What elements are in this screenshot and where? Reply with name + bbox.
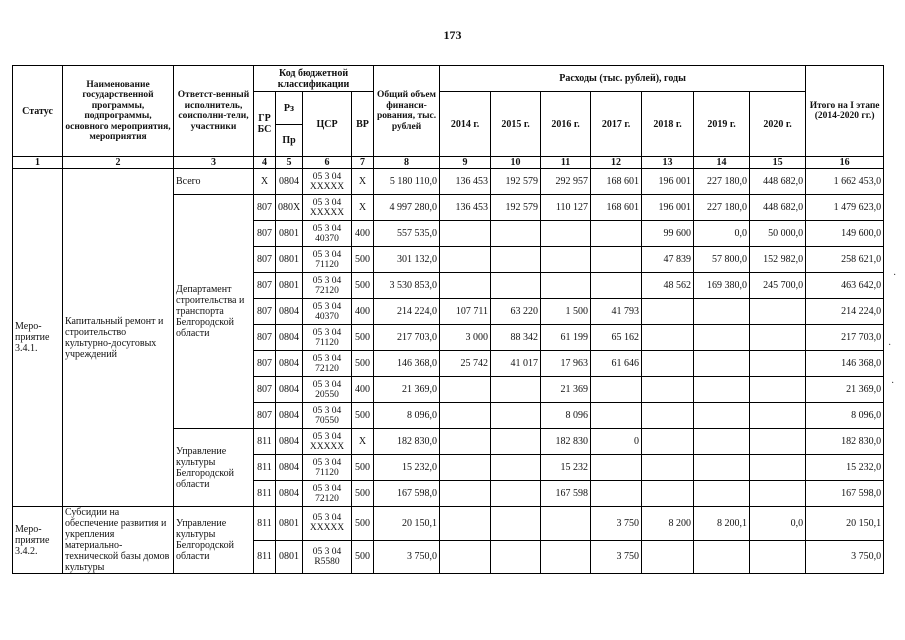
cell-2015: 192 579: [491, 195, 541, 221]
cell-2016: 8 096: [541, 403, 591, 429]
cell-2016: 61 199: [541, 325, 591, 351]
cell-vr: 500: [352, 403, 374, 429]
cell-grbs: 811: [254, 481, 276, 507]
cell-grbs: Х: [254, 169, 276, 195]
cell-csr: 05 3 04 ХХХХХ: [303, 195, 352, 221]
cell-stage-total: 15 232,0: [806, 455, 884, 481]
cell-2016: [541, 221, 591, 247]
cell-2019: [694, 455, 750, 481]
executor-cell: Управление культуры Белгородской области: [174, 507, 254, 574]
cell-rzpr: 0801: [276, 221, 303, 247]
col-index: 16: [806, 157, 884, 169]
cell-vr: 500: [352, 507, 374, 541]
header-name: Наименование государственной программы, подпрограммы, основного мероприятия, мероприятия: [63, 66, 174, 157]
cell-2015: [491, 403, 541, 429]
header-year-2018: 2018 г.: [642, 92, 694, 157]
executor-cell: Департамент строительства и транспорта Белгородской области: [174, 195, 254, 429]
page-number: 173: [443, 28, 462, 42]
cell-2020: 152 982,0: [750, 247, 806, 273]
col-index: 9: [440, 157, 491, 169]
cell-2017: [591, 377, 642, 403]
cell-csr: 05 3 04 ХХХХХ: [303, 169, 352, 195]
cell-vr: 500: [352, 540, 374, 574]
cell-2018: [642, 455, 694, 481]
col-index: 12: [591, 157, 642, 169]
header-stage-total: Итого на I этапе (2014-2020 гг.): [806, 66, 884, 157]
cell-2014: [440, 507, 491, 541]
cell-total: 21 369,0: [374, 377, 440, 403]
cell-grbs: 807: [254, 195, 276, 221]
cell-2018: [642, 377, 694, 403]
cell-vr: Х: [352, 429, 374, 455]
cell-grbs: 811: [254, 507, 276, 541]
executor-cell: Управление культуры Белгородской области: [174, 429, 254, 507]
cell-vr: 500: [352, 247, 374, 273]
col-index: 13: [642, 157, 694, 169]
cell-2016: [541, 273, 591, 299]
cell-2018: 47 839: [642, 247, 694, 273]
cell-2018: 99 600: [642, 221, 694, 247]
col-index: 11: [541, 157, 591, 169]
cell-2020: 448 682,0: [750, 195, 806, 221]
cell-stage-total: 463 642,0: [806, 273, 884, 299]
col-index: 4: [254, 157, 276, 169]
cell-2015: [491, 540, 541, 574]
cell-2014: [440, 481, 491, 507]
cell-vr: 500: [352, 481, 374, 507]
cell-vr: 500: [352, 273, 374, 299]
budget-table: [12, 65, 884, 574]
cell-total: 4 997 280,0: [374, 195, 440, 221]
cell-csr: 05 3 04 72120: [303, 273, 352, 299]
cell-csr: 05 3 04 71120: [303, 247, 352, 273]
cell-rzpr: 0804: [276, 403, 303, 429]
cell-2018: [642, 481, 694, 507]
cell-total: 20 150,1: [374, 507, 440, 541]
cell-csr: 05 3 04 40370: [303, 221, 352, 247]
cell-2017: 65 162: [591, 325, 642, 351]
cell-2014: [440, 273, 491, 299]
cell-2014: [440, 247, 491, 273]
cell-vr: 500: [352, 351, 374, 377]
cell-2016: 292 957: [541, 169, 591, 195]
cell-2018: [642, 403, 694, 429]
cell-2020: [750, 481, 806, 507]
cell-2016: 110 127: [541, 195, 591, 221]
cell-2014: [440, 540, 491, 574]
status-cell: Меро-приятие 3.4.2.: [13, 507, 63, 574]
cell-stage-total: 149 600,0: [806, 221, 884, 247]
cell-stage-total: 167 598,0: [806, 481, 884, 507]
cell-total: 301 132,0: [374, 247, 440, 273]
cell-2017: [591, 481, 642, 507]
executor-cell: Всего: [174, 169, 254, 195]
cell-2017: 168 601: [591, 169, 642, 195]
cell-stage-total: 182 830,0: [806, 429, 884, 455]
cell-2020: [750, 325, 806, 351]
cell-stage-total: 217 703,0: [806, 325, 884, 351]
cell-2020: [750, 377, 806, 403]
cell-2019: 57 800,0: [694, 247, 750, 273]
cell-2017: 168 601: [591, 195, 642, 221]
cell-2018: [642, 299, 694, 325]
col-index: 2: [63, 157, 174, 169]
cell-2015: [491, 247, 541, 273]
cell-2015: [491, 481, 541, 507]
cell-2018: [642, 429, 694, 455]
cell-rzpr: 0804: [276, 481, 303, 507]
cell-2020: 245 700,0: [750, 273, 806, 299]
margin-mark: ·: [893, 270, 897, 281]
cell-csr: 05 3 04 70550: [303, 403, 352, 429]
cell-2014: [440, 221, 491, 247]
cell-2020: [750, 540, 806, 574]
cell-stage-total: 21 369,0: [806, 377, 884, 403]
header-year-2014: 2014 г.: [440, 92, 491, 157]
cell-2020: 448 682,0: [750, 169, 806, 195]
col-index: 15: [750, 157, 806, 169]
cell-rzpr: 0804: [276, 351, 303, 377]
cell-csr: 05 3 04 20550: [303, 377, 352, 403]
cell-2014: 107 711: [440, 299, 491, 325]
cell-rzpr: 080Х: [276, 195, 303, 221]
header-status: Статус: [13, 66, 63, 157]
cell-grbs: 807: [254, 351, 276, 377]
margin-mark: ·: [888, 340, 892, 351]
cell-2018: [642, 351, 694, 377]
cell-2019: [694, 403, 750, 429]
cell-2016: 17 963: [541, 351, 591, 377]
cell-2015: 63 220: [491, 299, 541, 325]
cell-2015: [491, 273, 541, 299]
cell-csr: 05 3 04 40370: [303, 299, 352, 325]
cell-2015: 88 342: [491, 325, 541, 351]
cell-2015: [491, 221, 541, 247]
cell-rzpr: 0804: [276, 299, 303, 325]
col-index: 7: [352, 157, 374, 169]
cell-stage-total: 1 479 623,0: [806, 195, 884, 221]
cell-csr: 05 3 04 ХХХХХ: [303, 507, 352, 541]
cell-2017: 61 646: [591, 351, 642, 377]
cell-stage-total: 3 750,0: [806, 540, 884, 574]
cell-2019: 227 180,0: [694, 195, 750, 221]
cell-2015: [491, 377, 541, 403]
cell-2016: 15 232: [541, 455, 591, 481]
cell-grbs: 807: [254, 299, 276, 325]
cell-2016: [541, 540, 591, 574]
table-row: [13, 169, 884, 195]
cell-grbs: 811: [254, 540, 276, 574]
cell-vr: 400: [352, 377, 374, 403]
cell-2014: [440, 377, 491, 403]
header-vr: ВР: [352, 92, 374, 157]
cell-2017: 3 750: [591, 507, 642, 541]
cell-rzpr: 0804: [276, 169, 303, 195]
cell-2018: [642, 325, 694, 351]
cell-stage-total: 20 150,1: [806, 507, 884, 541]
cell-2017: 0: [591, 429, 642, 455]
cell-2019: [694, 481, 750, 507]
cell-2019: [694, 299, 750, 325]
header-csr: ЦСР: [303, 92, 352, 157]
cell-rzpr: 0804: [276, 325, 303, 351]
col-index: 5: [276, 157, 303, 169]
cell-total: 3 750,0: [374, 540, 440, 574]
col-index: 6: [303, 157, 352, 169]
cell-vr: 400: [352, 299, 374, 325]
header-executor: Ответст-венный исполнитель, соисполни-тели, участники: [174, 66, 254, 157]
cell-2019: 169 380,0: [694, 273, 750, 299]
cell-total: 5 180 110,0: [374, 169, 440, 195]
cell-2020: [750, 351, 806, 377]
cell-2019: 227 180,0: [694, 169, 750, 195]
cell-2015: 192 579: [491, 169, 541, 195]
cell-total: 3 530 853,0: [374, 273, 440, 299]
header-rz: Рз: [276, 92, 303, 125]
cell-rzpr: 0804: [276, 429, 303, 455]
margin-mark: ·: [891, 378, 895, 389]
cell-2020: 50 000,0: [750, 221, 806, 247]
cell-rzpr: 0801: [276, 507, 303, 541]
cell-grbs: 811: [254, 429, 276, 455]
event-name-cell: Субсидии на обеспечение развития и укрепления материально-технической базы домов культуры: [63, 507, 174, 574]
cell-grbs: 807: [254, 377, 276, 403]
header-year-2019: 2019 г.: [694, 92, 750, 157]
header-year-2015: 2015 г.: [491, 92, 541, 157]
cell-2016: 182 830: [541, 429, 591, 455]
cell-grbs: 807: [254, 273, 276, 299]
cell-csr: 05 3 04 ХХХХХ: [303, 429, 352, 455]
cell-grbs: 811: [254, 455, 276, 481]
cell-total: 146 368,0: [374, 351, 440, 377]
cell-2015: [491, 507, 541, 541]
cell-2020: 0,0: [750, 507, 806, 541]
cell-stage-total: 214 224,0: [806, 299, 884, 325]
cell-2014: [440, 403, 491, 429]
header-year-2016: 2016 г.: [541, 92, 591, 157]
cell-2019: [694, 429, 750, 455]
cell-2019: [694, 325, 750, 351]
cell-2016: [541, 247, 591, 273]
cell-vr: Х: [352, 195, 374, 221]
header-year-2020: 2020 г.: [750, 92, 806, 157]
cell-2017: 41 793: [591, 299, 642, 325]
cell-2016: [541, 507, 591, 541]
cell-2018: 196 001: [642, 169, 694, 195]
cell-2016: 167 598: [541, 481, 591, 507]
header-pr: Пр: [276, 125, 303, 157]
cell-2015: 41 017: [491, 351, 541, 377]
cell-total: 15 232,0: [374, 455, 440, 481]
cell-2019: 0,0: [694, 221, 750, 247]
header-year-2017: 2017 г.: [591, 92, 642, 157]
cell-total: 557 535,0: [374, 221, 440, 247]
cell-grbs: 807: [254, 247, 276, 273]
cell-2019: [694, 540, 750, 574]
cell-2016: 21 369: [541, 377, 591, 403]
cell-2017: 3 750: [591, 540, 642, 574]
cell-2014: 25 742: [440, 351, 491, 377]
cell-2019: [694, 351, 750, 377]
cell-rzpr: 0801: [276, 247, 303, 273]
cell-vr: 500: [352, 455, 374, 481]
cell-grbs: 807: [254, 325, 276, 351]
cell-2020: [750, 299, 806, 325]
cell-2018: 8 200: [642, 507, 694, 541]
cell-rzpr: 0801: [276, 540, 303, 574]
header-expenses: Расходы (тыс. рублей), годы: [440, 66, 806, 92]
event-name-cell: Капитальный ремонт и строительство культурно-досуговых учреждений: [63, 169, 174, 507]
cell-csr: 05 3 04 71120: [303, 325, 352, 351]
col-index: 14: [694, 157, 750, 169]
cell-total: 167 598,0: [374, 481, 440, 507]
cell-2020: [750, 403, 806, 429]
cell-2014: [440, 429, 491, 455]
cell-vr: 500: [352, 325, 374, 351]
cell-vr: Х: [352, 169, 374, 195]
cell-grbs: 807: [254, 221, 276, 247]
cell-2018: 196 001: [642, 195, 694, 221]
cell-2018: 48 562: [642, 273, 694, 299]
cell-2017: [591, 221, 642, 247]
cell-2014: 136 453: [440, 169, 491, 195]
cell-csr: 05 3 04 71120: [303, 455, 352, 481]
cell-total: 217 703,0: [374, 325, 440, 351]
col-index: 3: [174, 157, 254, 169]
cell-2017: [591, 455, 642, 481]
cell-rzpr: 0804: [276, 455, 303, 481]
cell-stage-total: 146 368,0: [806, 351, 884, 377]
cell-2017: [591, 273, 642, 299]
cell-2014: 3 000: [440, 325, 491, 351]
cell-2019: 8 200,1: [694, 507, 750, 541]
cell-stage-total: 8 096,0: [806, 403, 884, 429]
cell-total: 182 830,0: [374, 429, 440, 455]
cell-2017: [591, 247, 642, 273]
table-row: [13, 507, 884, 541]
cell-rzpr: 0801: [276, 273, 303, 299]
col-index: 8: [374, 157, 440, 169]
cell-csr: 05 3 04 72120: [303, 481, 352, 507]
cell-2018: [642, 540, 694, 574]
cell-csr: 05 3 04 R5580: [303, 540, 352, 574]
cell-rzpr: 0804: [276, 377, 303, 403]
cell-vr: 400: [352, 221, 374, 247]
status-cell: Меро-приятие 3.4.1.: [13, 169, 63, 507]
cell-grbs: 807: [254, 403, 276, 429]
cell-csr: 05 3 04 72120: [303, 351, 352, 377]
cell-2017: [591, 403, 642, 429]
cell-stage-total: 258 621,0: [806, 247, 884, 273]
cell-total: 214 224,0: [374, 299, 440, 325]
cell-2016: 1 500: [541, 299, 591, 325]
cell-2015: [491, 455, 541, 481]
cell-2015: [491, 429, 541, 455]
col-index: 1: [13, 157, 63, 169]
header-budget-code: Код бюджетной классификации: [254, 66, 374, 92]
column-index-row: [13, 157, 884, 169]
cell-stage-total: 1 662 453,0: [806, 169, 884, 195]
cell-2014: [440, 455, 491, 481]
cell-total: 8 096,0: [374, 403, 440, 429]
header-total: Общий объем финанси-рования, тыс. рублей: [374, 66, 440, 157]
header-grbs: ГР БС: [254, 92, 276, 157]
col-index: 10: [491, 157, 541, 169]
cell-2019: [694, 377, 750, 403]
cell-2020: [750, 429, 806, 455]
cell-2014: 136 453: [440, 195, 491, 221]
cell-2020: [750, 455, 806, 481]
